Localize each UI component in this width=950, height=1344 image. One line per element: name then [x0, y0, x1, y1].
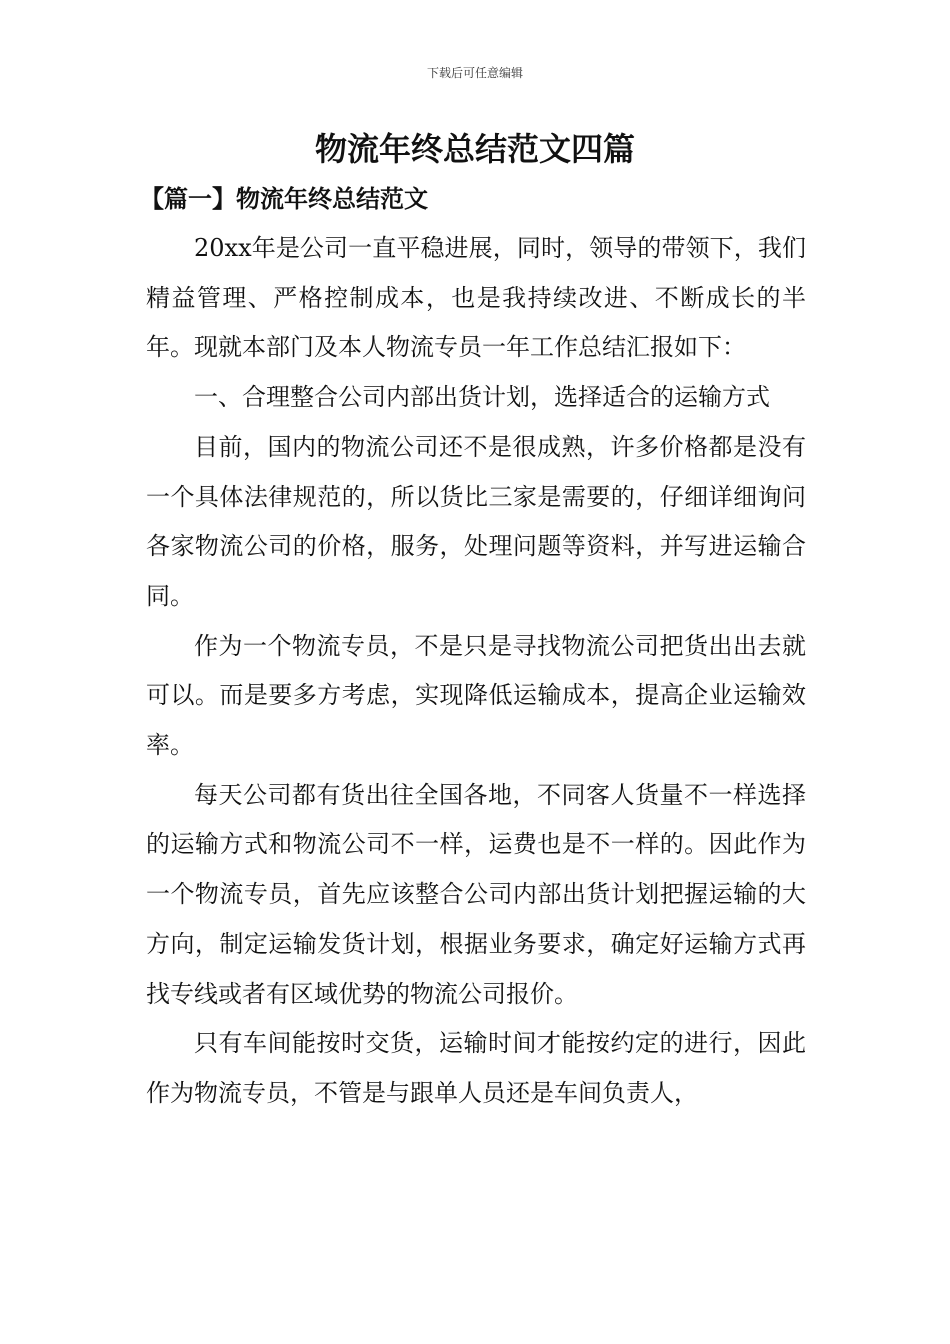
document-title: 物流年终总结范文四篇	[314, 130, 635, 168]
paragraph-workshop: 只有车间能按时交货，运输时间才能按约定的进行，因此作为物流专员，不管是与跟单人员还是车间负责人，	[146, 1029, 806, 1107]
paragraph-subheading-1: 一、合理整合公司内部出货计划，选择适合的运输方式	[194, 383, 770, 412]
document-body	[146, 224, 806, 1119]
paragraph-role: 作为一个物流专员，不是只是寻找物流公司把货出出去就可以。而是要多方考虑，实现降低运输成本，提高企业运输效率。	[146, 631, 806, 760]
paragraph-market: 目前，国内的物流公司还不是很成熟，许多价格都是没有一个具体法律规范的，所以货比三家是需要的，仔细详细询问各家物流公司的价格，服务，处理问题等资料，并写进运输合同。	[146, 432, 806, 610]
section-heading: 【篇一】物流年终总结范文	[140, 184, 428, 213]
paragraph-intro: 20xx年是公司一直平稳进展，同时，领导的带领下，我们精益管理、严格控制成本，也是我持续改进、不断成长的半年。现就本部门及本人物流专员一年工作总结汇报如下：	[146, 234, 806, 362]
page-header-note: 下载后可任意编辑	[426, 66, 523, 80]
paragraph-planning: 每天公司都有货出往全国各地，不同客人货量不一样选择的运输方式和物流公司不一样，运费也是不一样的。因此作为一个物流专员，首先应该整合公司内部出货计划把握运输的大方向，制定运输发货计划，根据业务要求，确定好运输方式再找专线或者有区域优势的物流公司报价。	[146, 780, 806, 1008]
